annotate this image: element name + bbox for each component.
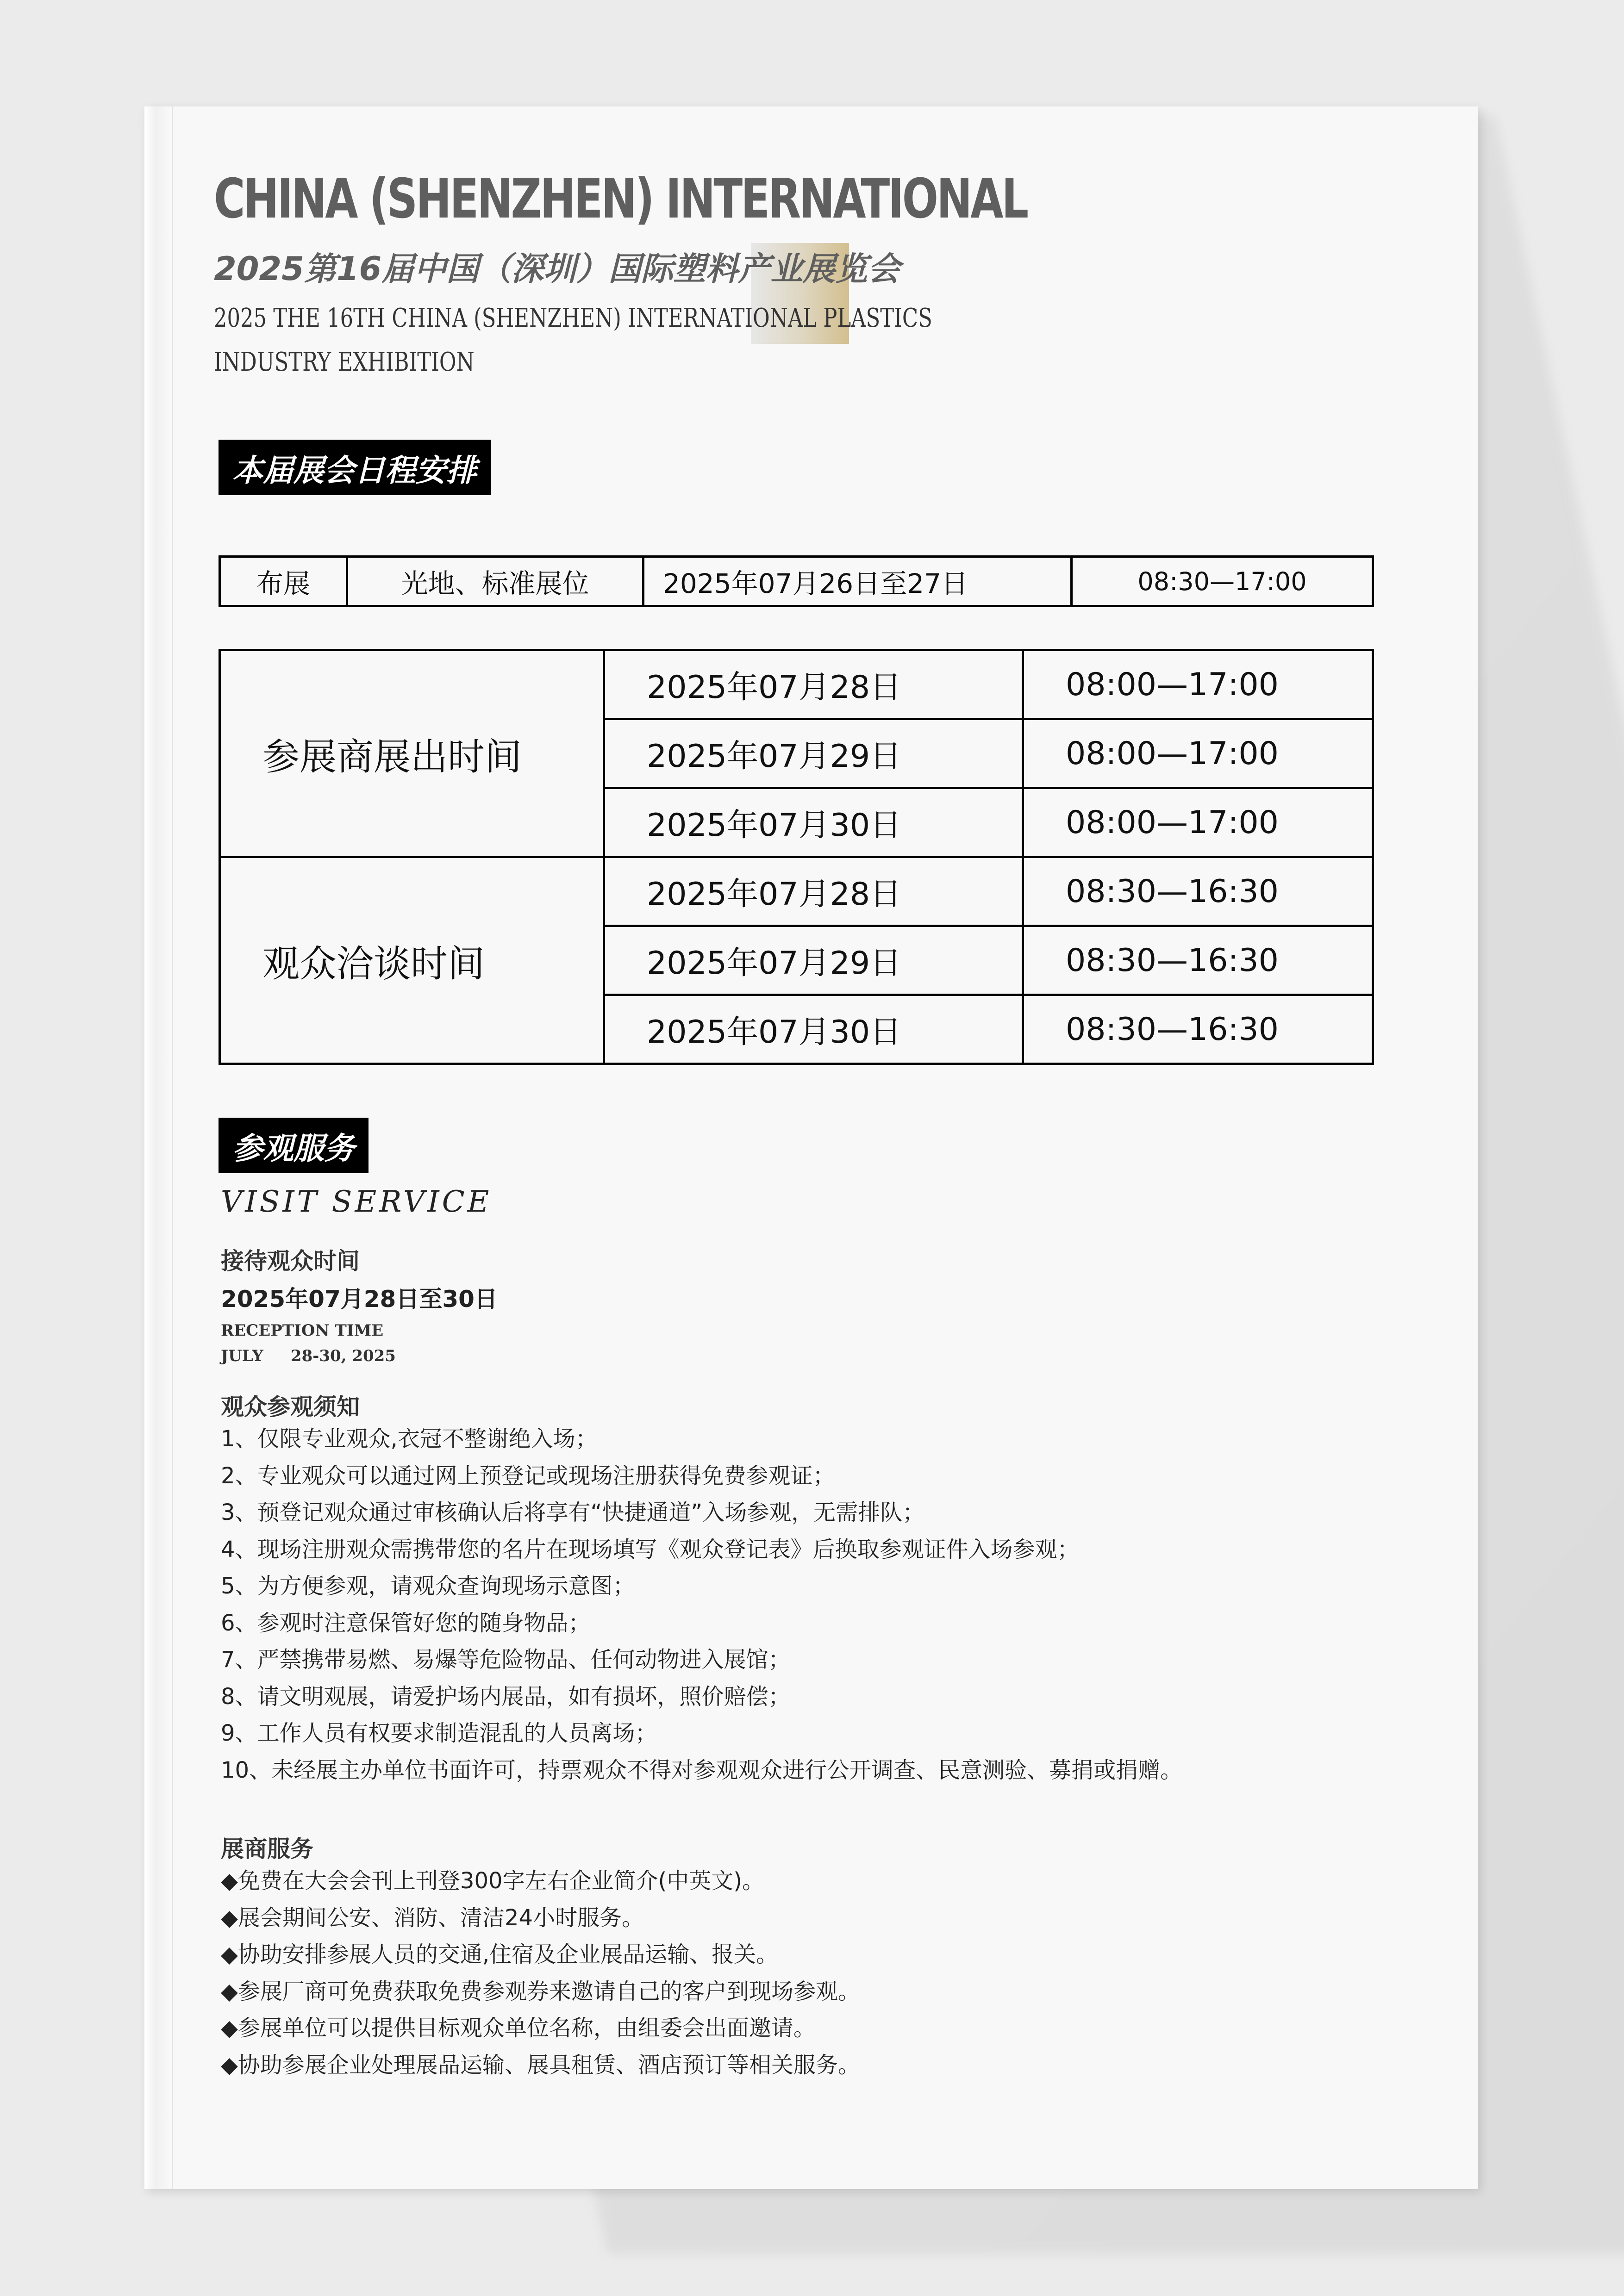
schedule-tag: 本届展会日程安排 — [219, 440, 491, 495]
list-item: 1、仅限专业观众,衣冠不整谢绝入场； — [221, 1426, 598, 1452]
reception-en-date: JULY 28-30, 2025 — [221, 1347, 396, 1365]
setup-date: 2025年07月26日至27日 — [643, 557, 1072, 606]
title-en-large: CHINA (SHENZHEN) INTERNATIONAL — [214, 167, 1027, 230]
notice-list — [221, 1421, 1182, 1789]
visit-service-tag: 参观服务 — [219, 1118, 369, 1173]
exhibitor-time-label: 参展商展出时间 — [220, 650, 604, 857]
schedule-table — [219, 649, 1374, 1065]
book-spine — [144, 106, 173, 2189]
exhibitor-time-2: 08:00—17:00 — [1023, 719, 1373, 788]
list-item: 7、严禁携带易燃、易爆等危险物品、任何动物进入展馆； — [221, 1647, 791, 1673]
list-item: ◆协助安排参展人员的交通,住宿及企业展品运输、报关。 — [221, 1941, 779, 1967]
list-item: ◆参展单位可以提供目标观众单位名称，由组委会出面邀请。 — [221, 2015, 816, 2041]
notice-title: 观众参观须知 — [221, 1394, 360, 1420]
list-item: 4、现场注册观众需携带您的名片在现场填写《观众登记表》后换取参观证件入场参观； — [221, 1536, 1080, 1562]
exhibitor-time-1: 08:00—17:00 — [1023, 650, 1373, 719]
reception-title: 接待观众时间 — [221, 1248, 360, 1275]
exhibitor-date-3: 2025年07月30日 — [604, 788, 1023, 857]
brochure-page — [144, 106, 1478, 2189]
setup-label: 布展 — [220, 557, 347, 606]
list-item: 9、工作人员有权要求制造混乱的人员离场； — [221, 1720, 657, 1746]
exhibitor-service-title: 展商服务 — [221, 1836, 313, 1862]
setup-row — [220, 557, 1373, 606]
visit-service-en: VISIT SERVICE — [221, 1185, 492, 1219]
table-row — [220, 857, 1373, 926]
list-item: ◆免费在大会会刊上刊登300字左右企业简介(中英文)。 — [221, 1868, 764, 1894]
visitor-time-1: 08:30—16:30 — [1023, 857, 1373, 926]
visitor-date-1: 2025年07月28日 — [604, 857, 1023, 926]
title-cn: 2025第16届中国（深圳）国际塑料产业展览会 — [214, 250, 900, 288]
exhibitor-service-list — [221, 1863, 860, 2084]
exhibitor-date-1: 2025年07月28日 — [604, 650, 1023, 719]
list-item: 10、未经展主办单位书面许可，持票观众不得对参观观众进行公开调查、民意测验、募捐或捐赠。 — [221, 1757, 1183, 1783]
setup-type: 光地、标准展位 — [347, 557, 643, 606]
reception-date: 2025年07月28日至30日 — [221, 1286, 498, 1313]
visitor-date-3: 2025年07月30日 — [604, 995, 1023, 1064]
reception-en: RECEPTION TIME — [221, 1321, 384, 1340]
title-en-line2: INDUSTRY EXHIBITION — [214, 347, 475, 377]
list-item: ◆协助参展企业处理展品运输、展具租赁、酒店预订等相关服务。 — [221, 2052, 860, 2078]
exhibitor-time-3: 08:00—17:00 — [1023, 788, 1373, 857]
visitor-time-3: 08:30—16:30 — [1023, 995, 1373, 1064]
list-item: ◆参展厂商可免费获取免费参观券来邀请自己的客户到现场参观。 — [221, 1978, 860, 2004]
table-row — [220, 650, 1373, 719]
list-item: ◆展会期间公安、消防、清洁24小时服务。 — [221, 1904, 644, 1931]
list-item: 6、参观时注意保管好您的随身物品； — [221, 1610, 591, 1636]
list-item: 5、为方便参观，请观众查询现场示意图； — [221, 1573, 635, 1599]
list-item: 2、专业观众可以通过网上预登记或现场注册获得免费参观证； — [221, 1462, 835, 1489]
setup-table — [219, 555, 1374, 607]
visitor-time-2: 08:30—16:30 — [1023, 926, 1373, 995]
list-item: 8、请文明观展，请爱护场内展品，如有损坏，照价赔偿； — [221, 1683, 791, 1710]
visitor-time-label: 观众洽谈时间 — [220, 857, 604, 1064]
visitor-date-2: 2025年07月29日 — [604, 926, 1023, 995]
title-en-full — [214, 296, 1070, 384]
title-en-line1: 2025 THE 16TH CHINA (SHENZHEN) INTERNATIONAL PLASTICS — [214, 303, 932, 333]
list-item: 3、预登记观众通过审核确认后将享有“快捷通道”入场参观，无需排队； — [221, 1500, 925, 1525]
exhibitor-date-2: 2025年07月29日 — [604, 719, 1023, 788]
setup-time: 08:30—17:00 — [1072, 557, 1373, 606]
